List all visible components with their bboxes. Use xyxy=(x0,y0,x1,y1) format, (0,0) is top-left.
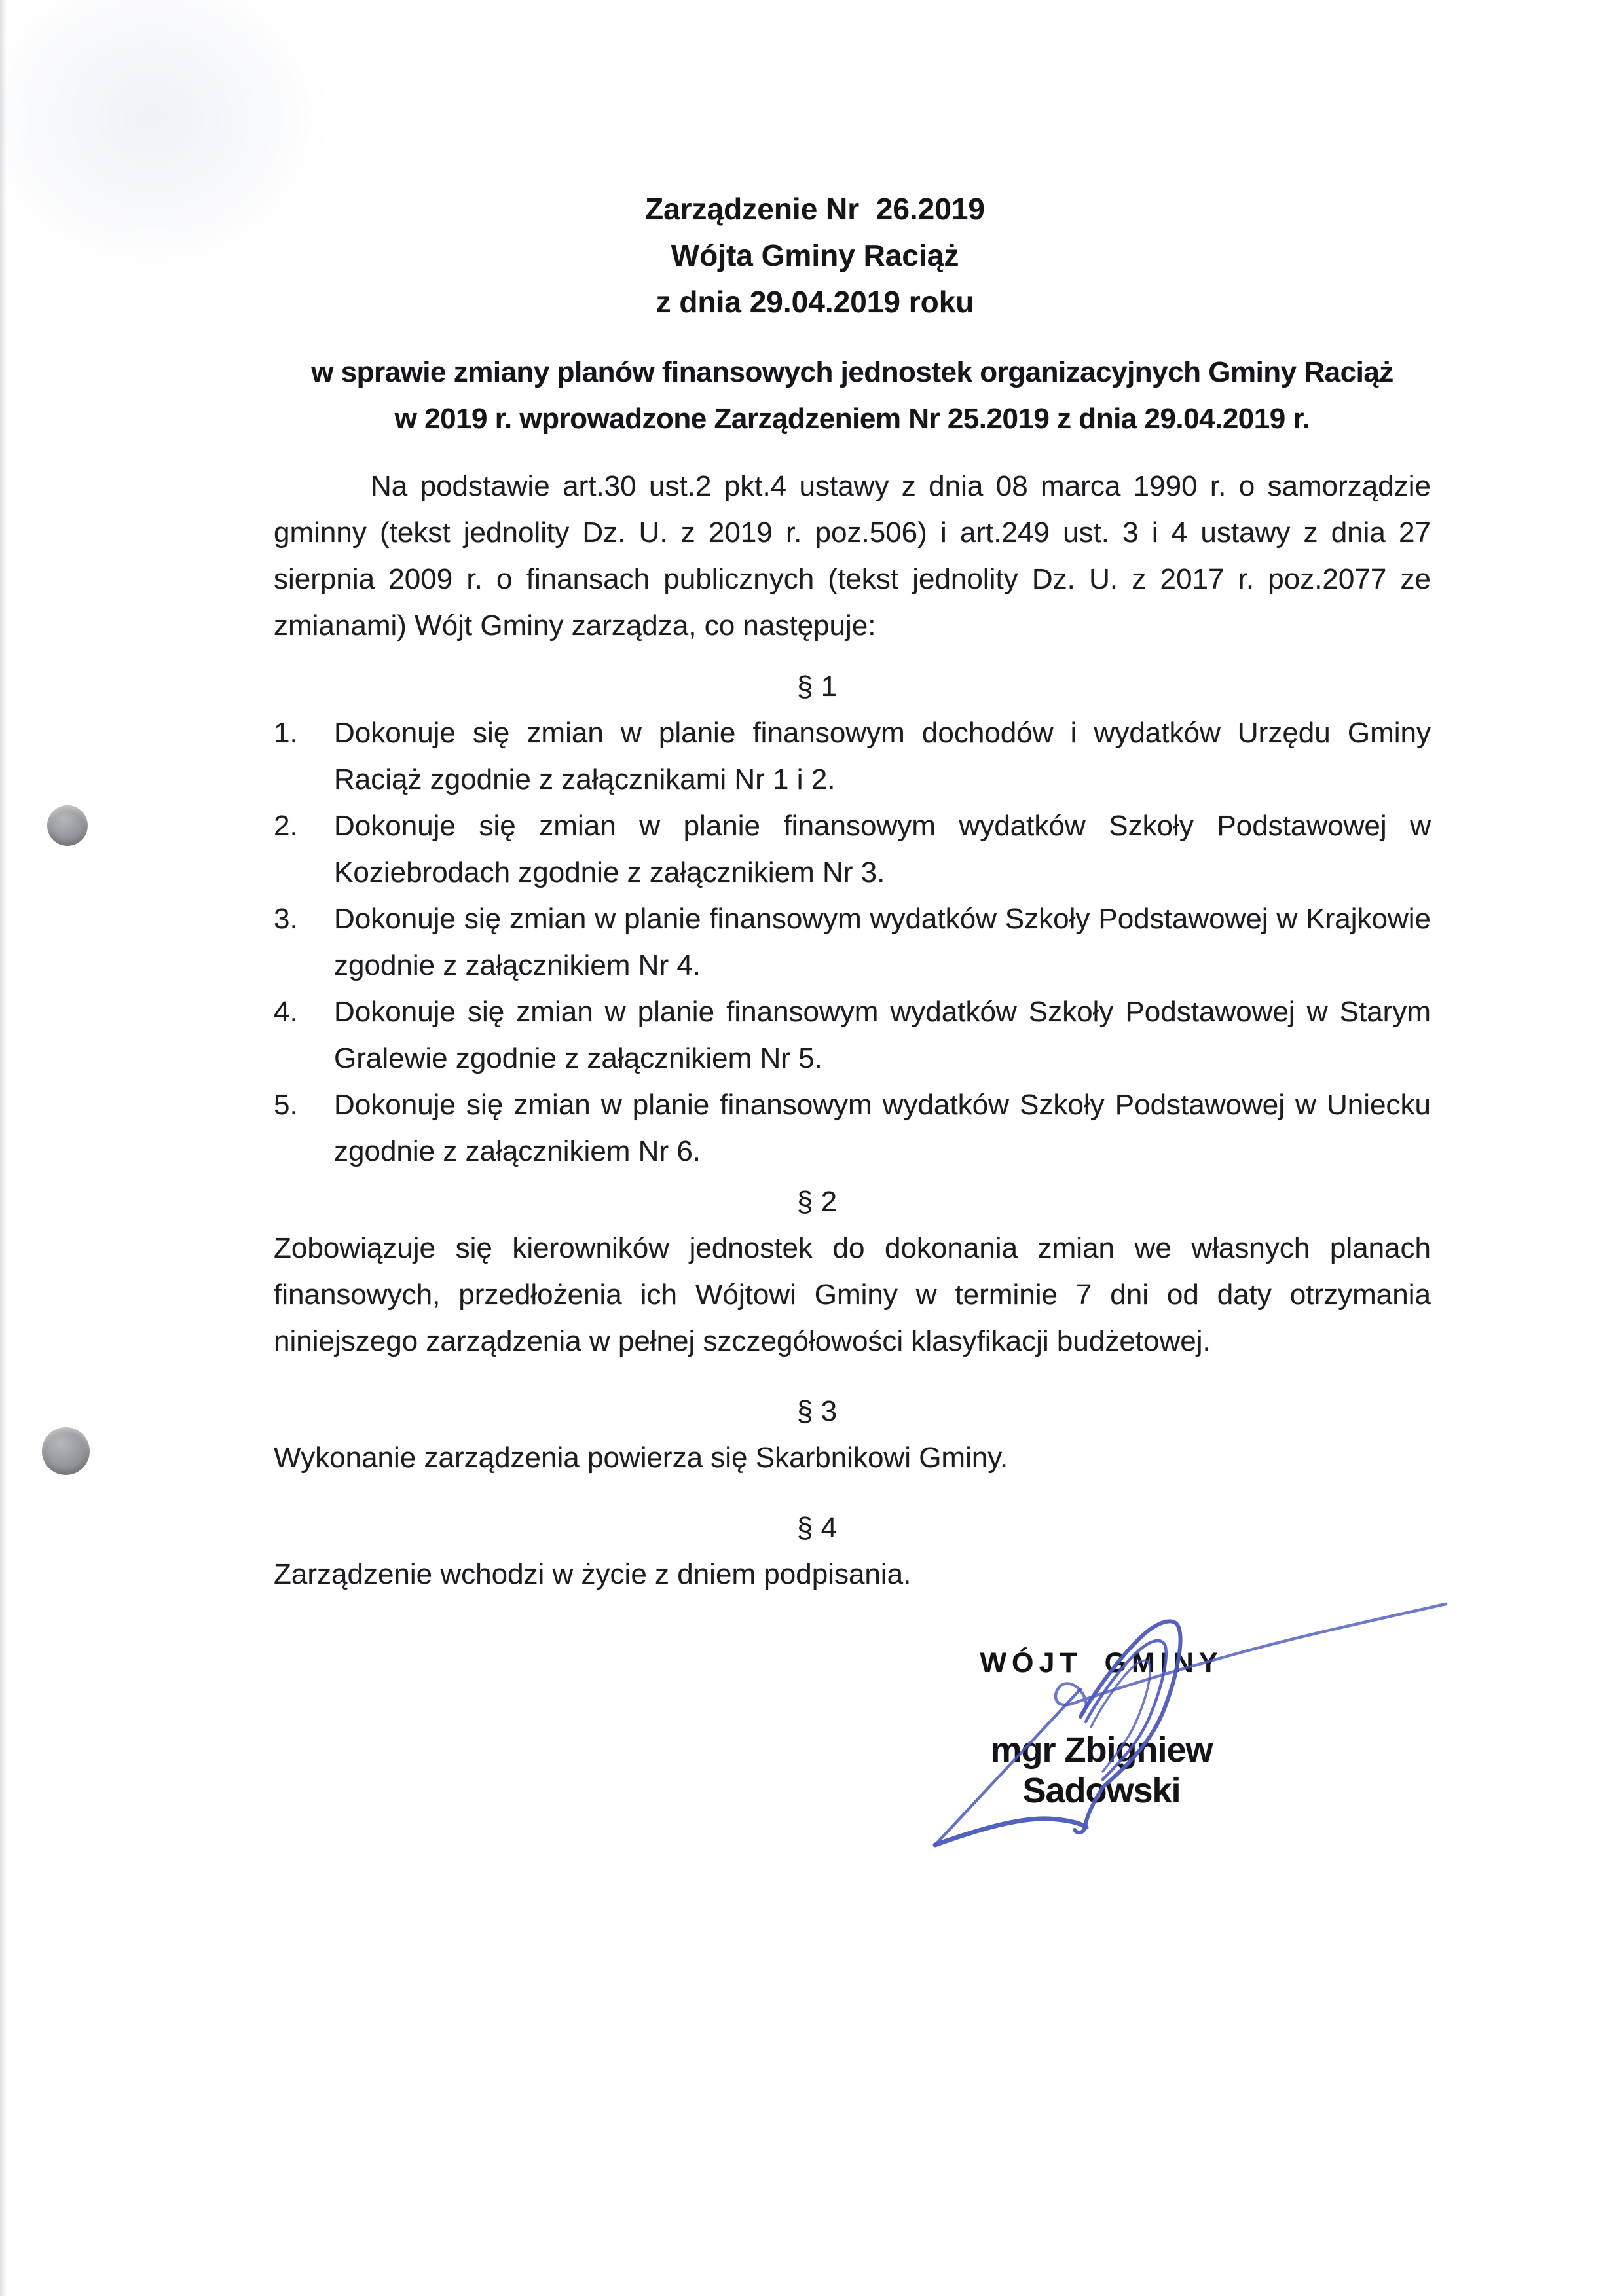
list-item-text: Dokonuje się zmian w planie finansowym wydatków Szkoły Podstawowej w Koziebrodach zgodnie z załącznikiem Nr 3. xyxy=(334,810,1431,888)
list-item xyxy=(274,896,1431,989)
signature-role-title: WÓJT GMINY xyxy=(980,1647,1223,1679)
title-line-1: Zarządzenie Nr 26.2019 xyxy=(644,192,986,226)
document-title xyxy=(236,186,1393,325)
section-mark-4: § 4 xyxy=(796,1512,838,1544)
list-item xyxy=(274,989,1431,1082)
handwritten-signature-ink xyxy=(884,1571,1473,1899)
list-item-text: Dokonuje się zmian w planie finansowym wydatków Szkoły Podstawowej w Uniecku zgodnie z załącznikiem Nr 6. xyxy=(334,1089,1431,1167)
list-item-text: Dokonuje się zmian w planie finansowym wydatków Szkoły Podstawowej w Starym Gralewie zgodnie z załącznikiem Nr 5. xyxy=(334,996,1431,1074)
section-mark-1: § 1 xyxy=(796,670,838,702)
subject-line-1: w sprawie zmiany planów finansowych jednostek organizacyjnych Gminy Raciąż xyxy=(311,356,1393,388)
list-item-number: 5. xyxy=(274,1089,298,1121)
list-item-number: 4. xyxy=(274,996,298,1028)
scan-left-edge xyxy=(0,0,7,2296)
title-line-3: z dnia 29.04.2019 roku xyxy=(655,285,974,319)
list-item-number: 3. xyxy=(274,903,298,935)
list-item-number: 2. xyxy=(274,810,298,842)
punch-hole xyxy=(42,1427,90,1475)
list-item-text: Dokonuje się zmian w planie finansowym wydatków Szkoły Podstawowej w Krajkowie zgodnie z załącznikiem Nr 4. xyxy=(334,903,1431,981)
ordinance-list xyxy=(274,710,1431,1175)
legal-preamble: Na podstawie art.30 ust.2 pkt.4 ustawy z dnia 08 marca 1990 r. o samorządzie gminny (tekst jednolity Dz. U. z 2019 r. poz.506) i art.249 ust. 3 i 4 ustawy z dnia 27 sierpnia 2009 r. o finansach publicznych (tekst jednolity Dz. U. z 2017 r. poz.2077 ze zmianami) Wójt Gminy zarządza, co następuje: xyxy=(274,470,1431,642)
list-item xyxy=(274,803,1431,896)
section-2-text: Zobowiązuje się kierowników jednostek do dokonania zmian we własnych planach finansowych, przedłożenia ich Wójtowi Gminy w terminie 7 dni od daty otrzymania niniejszego zarządzenia w pełnej szczegółowości klasyfikacji budżetowej. xyxy=(274,1232,1431,1357)
section-mark-2: § 2 xyxy=(796,1186,838,1218)
signature-stroke-loop-inner2 xyxy=(1091,1660,1150,1772)
title-line-2: Wójta Gminy Raciąż xyxy=(671,238,959,272)
section-4-text: Zarządzenie wchodzi w życie z dniem podpisania. xyxy=(274,1558,912,1590)
list-item xyxy=(274,710,1431,803)
punch-hole xyxy=(47,805,88,846)
section-mark-3: § 3 xyxy=(796,1395,838,1427)
list-item-number: 1. xyxy=(274,717,298,749)
subject-line-2: w 2019 r. wprowadzone Zarządzeniem Nr 25.2019 z dnia 29.04.2019 r. xyxy=(394,403,1310,435)
list-item xyxy=(274,1082,1431,1175)
signature-stroke-long xyxy=(1056,1604,1446,1717)
document-body xyxy=(274,186,1431,1597)
section-3-text: Wykonanie zarządzenia powierza się Skarbnikowi Gminy. xyxy=(274,1442,1008,1474)
document-subject xyxy=(274,349,1431,442)
signature-stroke-loop-inner xyxy=(1086,1641,1166,1779)
list-item-text: Dokonuje się zmian w planie finansowym dochodów i wydatków Urzędu Gminy Raciąż zgodnie z załącznikami Nr 1 i 2. xyxy=(334,717,1431,795)
signature-name: mgr Zbigniew Sadowski xyxy=(990,1730,1213,1810)
